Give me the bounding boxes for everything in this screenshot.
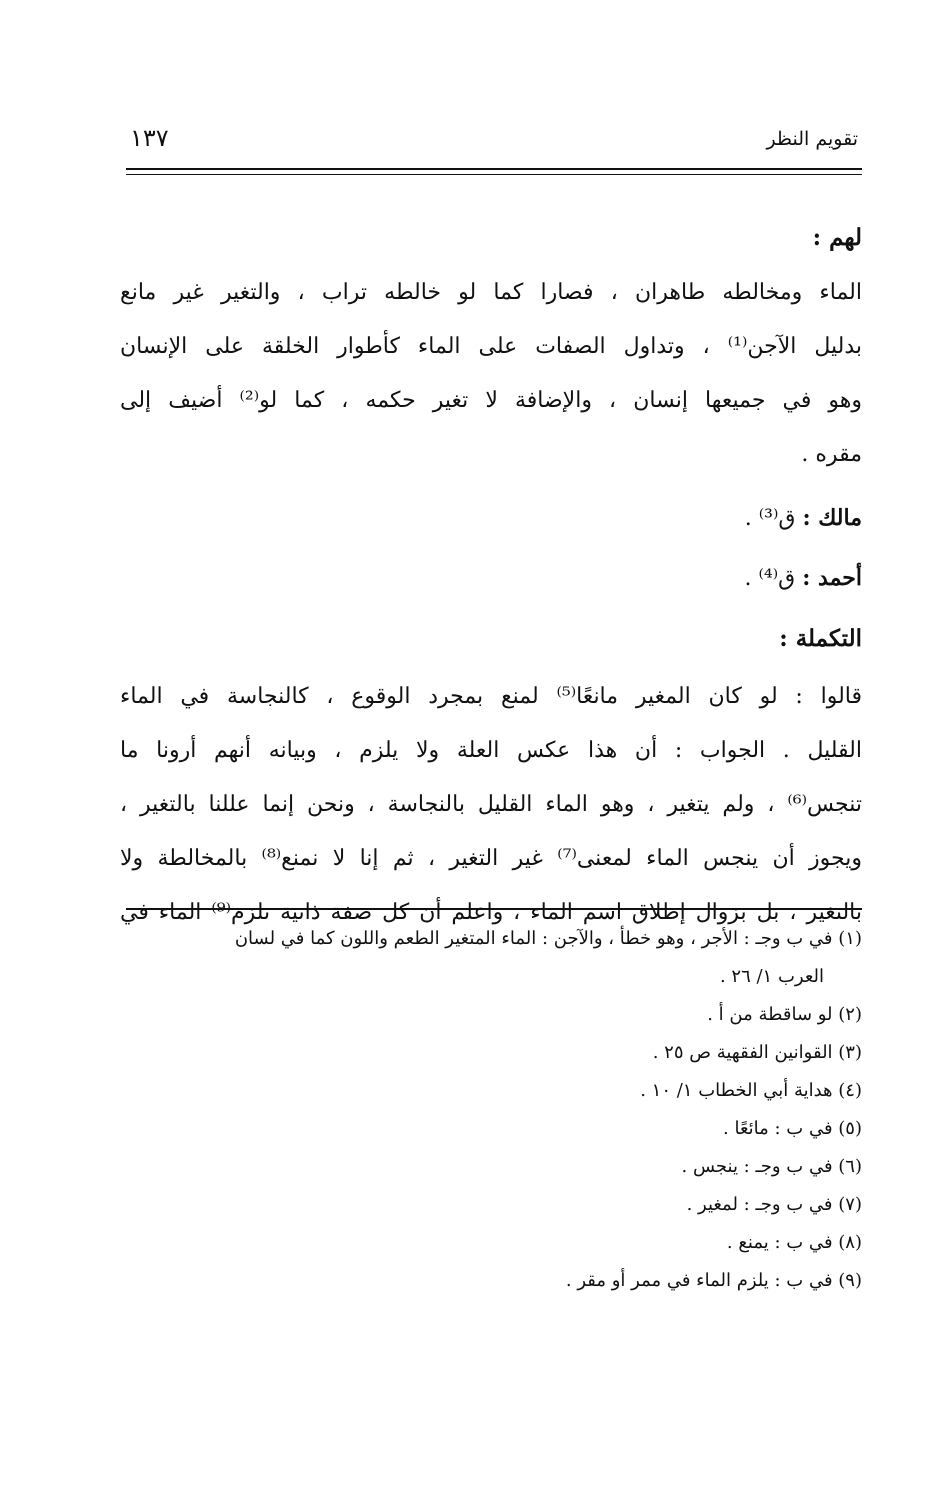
footnote-6: (٦) في ب وجـ : ينجس .	[681, 1156, 862, 1177]
ahmad-entry	[120, 548, 862, 608]
header-rule-thin	[126, 174, 862, 175]
running-title: تقويم النظر	[766, 128, 858, 150]
paragraph-line: الماء ومخالطه طاهران ، فصارا كما لو خالطه تراب ، والتغير غير مانع	[120, 280, 862, 305]
footnote-1: (١) في ب وجـ : الأجر ، وهو خطأ ، والآجن : الماء المتغير الطعم واللون كما في لسان	[234, 928, 862, 949]
footnote-4: (٤) هداية أبي الخطاب ١/ ١٠ .	[640, 1080, 862, 1101]
footnote-1-continued: العرب ١/ ٢٦ .	[719, 966, 824, 987]
footnote-8: (٨) في ب : يمنع .	[726, 1232, 862, 1253]
header-rule	[126, 168, 862, 170]
paragraph-line: ويجوز أن ينجس الماء لمعنى⁽⁷⁾ غير التغير ، ثم إنا لا نمنع⁽⁸⁾ بالمخالطة ولا	[120, 846, 862, 871]
main-text	[120, 210, 862, 940]
footnotes	[120, 920, 862, 1300]
paragraph-line: تنجس⁽⁶⁾ ، ولم يتغير ، وهو الماء القليل بالنجاسة ، ونحن إنما عللنا بالتغير ،	[120, 792, 862, 817]
paragraph-line: مقره .	[801, 442, 862, 467]
paragraph-line: بدليل الآجن⁽¹⁾ ، وتداول الصفات على الماء كأطوار الخلقة على الإنسان	[120, 334, 862, 359]
footnote-2: (٢) لو ساقطة من أ .	[707, 1004, 862, 1025]
ahmad-text: ق⁽⁴⁾ .	[744, 566, 796, 591]
paragraph-2	[120, 670, 862, 940]
malik-text: ق⁽³⁾ .	[744, 506, 796, 531]
footnote-5: (٥) في ب : مائعًا .	[723, 1118, 862, 1139]
footnote-7: (٧) في ب وجـ : لمغير .	[686, 1194, 862, 1215]
malik-label: مالك :	[802, 505, 862, 531]
paragraph-line: القليل . الجواب : أن هذا عكس العلة ولا يلزم ، وبيانه أنهم أرونا ما	[120, 738, 862, 763]
section-heading-takmila: التكملة :	[779, 625, 862, 652]
footnote-9: (٩) في ب : يلزم الماء في ممر أو مقر .	[565, 1270, 862, 1291]
paragraph-line: بالتغير ، بل بزوال إطلاق اسم الماء ، واعلم أن كل صفة ذاتية تلزم⁽⁹⁾ الماء في	[120, 900, 862, 925]
section-heading-lahum: لهم :	[812, 224, 862, 251]
footnote-rule	[126, 908, 862, 910]
footnote-3: (٣) القوانين الفقهية ص ٢٥ .	[652, 1042, 862, 1063]
malik-entry	[120, 488, 862, 548]
paragraph-line: قالوا : لو كان المغير مانعًا⁽⁵⁾ لمنع بمجرد الوقوع ، كالنجاسة في الماء	[120, 684, 862, 709]
page-number: ١٣٧	[130, 124, 169, 152]
paragraph-1	[120, 266, 862, 482]
ahmad-label: أحمد :	[802, 565, 862, 591]
paragraph-line: وهو في جميعها إنسان ، والإضافة لا تغير حكمه ، كما لو⁽²⁾ أضيف إلى	[120, 388, 862, 413]
